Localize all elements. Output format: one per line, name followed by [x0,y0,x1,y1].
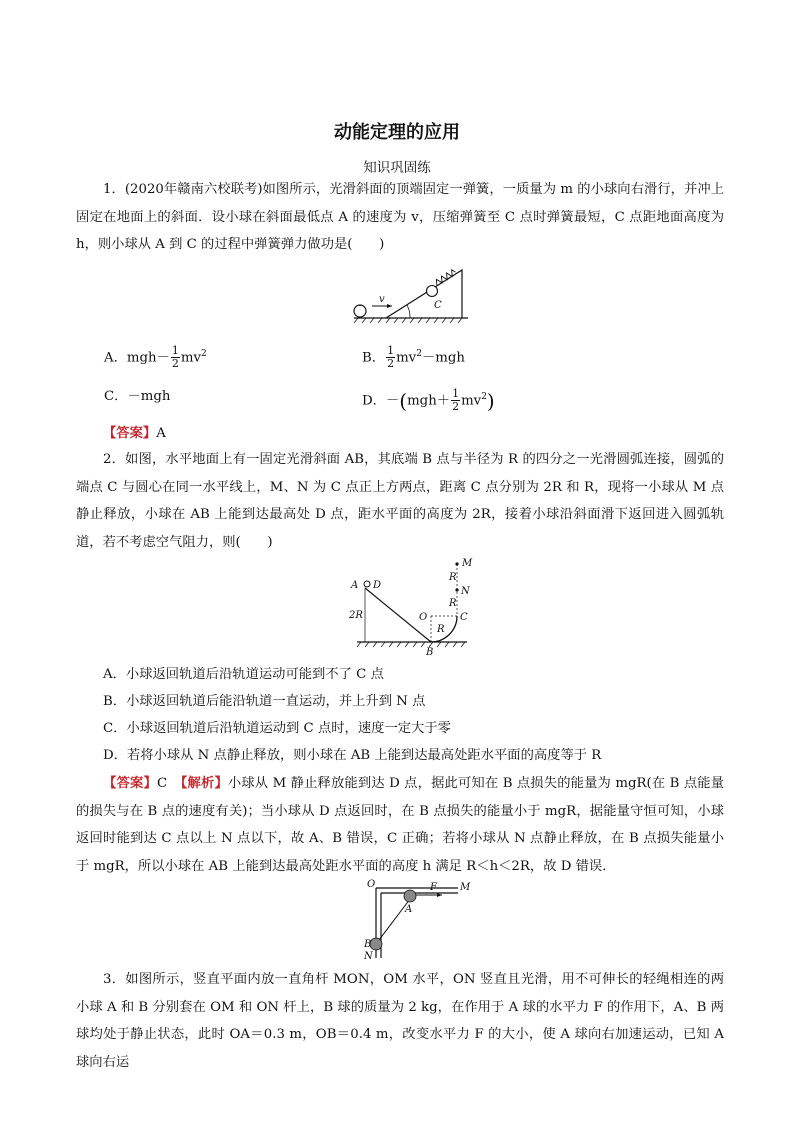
q1-answer: 【答案】A [103,426,166,441]
svg-text:M: M [462,558,473,569]
svg-text:N: N [364,951,373,962]
svg-text:C: C [460,612,468,623]
svg-text:v: v [379,294,385,305]
page-title: 动能定理的应用 [334,122,460,143]
figure-2-incline-arc [345,556,473,658]
q2-option-c: C．小球返回轨道后沿轨道运动到 C 点时，速度一定大于零 [103,721,451,736]
figure-3-right-angle-rod [360,879,471,962]
svg-text:2R: 2R [349,610,363,621]
q2-option-d: D．若将小球从 N 点静止释放，则小球在 AB 上能到达最高处距水平面的高度等于 R [103,748,602,763]
q2-option-b: B．小球返回轨道后能沿轨道一直运动，并上升到 N 点 [103,694,426,709]
svg-text:D: D [373,580,382,591]
q1-option-a: A．mgh－ $\frac{1}{2}$ $mv^2$ [104,344,207,371]
q2-option-a: A．小球返回轨道后沿轨道运动可能到不了 C 点 [103,667,384,682]
q1-option-c: C．－mgh [104,389,171,404]
question-1-text: 1．(2020年赣南六校联考)如图所示，光滑斜面的顶端固定一弹簧，一质量为 m 的小球向右滑行，并冲上固定在地面上的斜面．设小球在斜面最低点 A 的速度为 v，压缩弹簧至 C 点时弹簧最短，C 点距地面高度为 h，则小球从 A 到 C 的过程中弹簧弹力做功是( ) [76,182,724,252]
svg-text:B: B [426,647,434,658]
q2-answer-analysis: 【答案】C 【解析】小球从 M 静止释放能到达 D 点，据此可知在 B 点损失的能量为 mgR(在 B 点能量的损失与在 B 点的速度有关)；当小球从 D 点返回时，在 B 点损失的能量小于 mgR，据能量守恒可知，小球返回时能到达 C 点以上 N 点以下，故 A、B 错误，C 正确；若将小球从 N 点静止释放，在 B 点损失能量小于 mgR，所以小球在 AB 上能到达最高处距水平面的高度 h 满足 R＜h＜2R，故 D 错误． [76,776,725,874]
svg-text:A: A [351,580,359,591]
svg-text:N: N [461,586,470,597]
svg-text:R: R [449,572,457,583]
svg-text:C: C [434,300,442,311]
svg-text:M: M [460,882,471,893]
q1-option-d: D．－(mgh＋ $\frac{1}{2}$ $mv^2$) [362,387,495,414]
question-2-text: 2．如图，水平地面上有一固定光滑斜面 AB，其底端 B 点与半径为 R 的四分之一光滑圆弧连接，圆弧的端点 C 与圆心在同一水平线上，M、N 为 C 点正上方两点，距离 C 点分别为 2R 和 R，现将一小球从 M 点静止释放，小球在 AB 上能到达最高处 D 点，距水平面的高度为 2R，接着小球沿斜面滑下返回进入圆弧轨道，若不考虑空气阻力，则( ) [76,452,724,550]
question-3-text: 3．如图所示，竖直平面内放一直角杆 MON，OM 水平，ON 竖直且光滑，用不可伸长的轻绳相连的两小球 A 和 B 分别套在 OM 和 ON 杆上，B 球的质量为 2 kg，在作用于 A 球的水平力 F 的作用下，A、B 两球均处于静止状态，此时 OA＝0.3 m，OB＝0.4 m，改变水平力 F 的大小，使 A 球向右加速运动，已知 A 球向右运 [76,972,724,1070]
svg-text:R: R [449,598,457,609]
svg-text:A: A [405,904,413,915]
svg-text:O: O [419,612,428,623]
svg-text:F: F [430,882,437,893]
svg-text:R: R [437,624,445,635]
q1-option-b: B． $\frac{1}{2}$ $mv^2-mgh$ [362,344,465,371]
figure-1-incline-spring [350,252,470,324]
section-subtitle: 知识巩固练 [363,160,431,176]
svg-text:O: O [367,879,376,890]
svg-text:B: B [364,939,372,950]
